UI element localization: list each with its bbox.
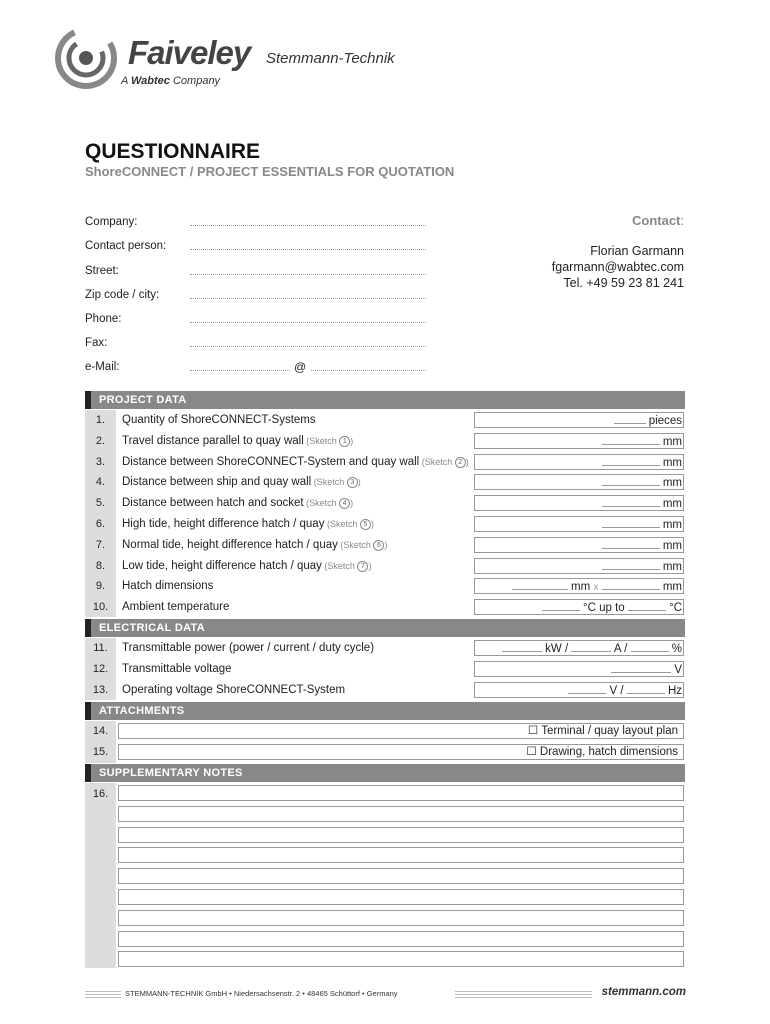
email-user-field[interactable] — [190, 370, 290, 371]
unit-label: mm — [602, 518, 682, 531]
row-label: Transmittable voltage — [122, 663, 232, 675]
attachment-terminal-plan[interactable]: ☐ Terminal / quay layout plan — [118, 723, 684, 739]
footer-address: STEMMANN-TECHNIK GmbH • Niedersachsenstr. 2 • 48465 Schüttorf • Germany — [125, 989, 398, 998]
unit-label: mm — [602, 497, 682, 510]
contact-heading: Contact: — [631, 213, 684, 228]
row-label: Ambient temperature — [122, 601, 230, 613]
footer-rule — [455, 990, 592, 994]
note-line-input[interactable] — [118, 868, 684, 884]
unit-label: mm — [602, 456, 682, 469]
sketch-reference: (Sketch 3 ) — [311, 477, 361, 487]
faiveley-logo-icon — [54, 27, 122, 89]
note-line-input[interactable] — [118, 951, 684, 967]
row-label: Normal tide, height difference hatch / quay (Sketch 6 ) — [122, 539, 388, 551]
row-number: 16. — [92, 788, 109, 800]
company-label: Company: — [85, 216, 138, 228]
contact-name: Florian Garmann — [590, 244, 684, 258]
contact-person-field[interactable] — [190, 249, 426, 250]
section-attachments: ATTACHMENTS — [85, 702, 685, 720]
section-supplementary-notes: SUPPLEMENTARY NOTES — [85, 764, 685, 782]
section-project-data: PROJECT DATA — [85, 391, 685, 409]
note-line-input[interactable] — [118, 847, 684, 863]
phone-field[interactable] — [190, 322, 426, 323]
sketch-reference: (Sketch 6 ) — [337, 540, 388, 550]
zip-city-label: Zip code / city: — [85, 289, 160, 301]
company-field[interactable] — [190, 225, 426, 226]
contact-email: fgarmann@wabtec.com — [551, 260, 684, 274]
unit-label: mm — [602, 435, 682, 448]
row-number: 4. — [95, 476, 106, 488]
row-number: 6. — [95, 518, 106, 530]
unit-label: mm — [602, 476, 682, 489]
checkbox-icon[interactable]: ☐ — [527, 725, 539, 737]
row-number: 2. — [95, 435, 106, 447]
brand-tagline: A Wabtec Company — [121, 75, 221, 87]
note-line-input[interactable] — [118, 889, 684, 905]
zip-city-field[interactable] — [190, 298, 426, 299]
note-line-input[interactable] — [118, 827, 684, 843]
sketch-reference: (Sketch 5 ) — [324, 519, 374, 529]
unit-label: mm — [602, 539, 682, 552]
phone-label: Phone: — [85, 313, 122, 325]
note-line-input[interactable] — [118, 931, 684, 947]
row-number: 10. — [92, 601, 109, 613]
page-subtitle: ShoreCONNECT / PROJECT ESSENTIALS FOR QUOTATION — [85, 164, 455, 179]
power-units: kW / A / % — [502, 642, 682, 655]
operating-voltage-units: V / Hz — [568, 684, 682, 697]
unit-label: pieces — [614, 414, 682, 427]
fax-label: Fax: — [85, 337, 108, 349]
row-number: 12. — [92, 663, 109, 675]
row-number: 11. — [93, 642, 108, 654]
row-number: 8. — [95, 560, 106, 572]
row-number: 1. — [95, 414, 106, 426]
page-title: QUESTIONNAIRE — [85, 140, 261, 163]
unit-label: mm x mm — [512, 580, 682, 593]
note-line-input[interactable] — [118, 910, 684, 926]
contact-phone: Tel. +49 59 23 81 241 — [563, 276, 684, 290]
row-label: Low tide, height difference hatch / quay (Sketch 7 ) — [122, 560, 372, 572]
section-electrical-data: ELECTRICAL DATA — [85, 619, 685, 637]
row-label: Operating voltage ShoreCONNECT-System — [122, 684, 346, 696]
number-column — [85, 783, 116, 968]
note-line-input[interactable] — [118, 806, 684, 822]
footer-website[interactable]: stemmann.com — [601, 986, 686, 998]
sketch-reference: (Sketch 4 ) — [303, 498, 354, 508]
contact-details — [552, 243, 684, 291]
checkbox-icon[interactable]: ☐ — [526, 746, 537, 758]
row-label: Distance between hatch and socket (Sketch 4 ) — [122, 497, 354, 509]
row-label: Transmittable power (power / current / duty cycle) — [122, 642, 375, 654]
sketch-reference: (Sketch 7 ) — [321, 561, 372, 571]
row-number: 7. — [95, 539, 106, 551]
sketch-reference: (Sketch 2 ) — [419, 457, 469, 467]
row-number: 15. — [92, 746, 109, 758]
row-label: Hatch dimensions — [122, 580, 214, 592]
contact-person-label: Contact person: — [85, 240, 167, 252]
street-label: Street: — [85, 265, 119, 277]
email-domain-field[interactable] — [311, 370, 426, 371]
footer-rule — [85, 990, 121, 994]
row-number: 5. — [95, 497, 106, 509]
row-label: Travel distance parallel to quay wall (Sketch 1 ) — [122, 435, 354, 447]
brand-division: Stemmann-Technik — [266, 50, 395, 67]
street-field[interactable] — [190, 274, 426, 275]
voltage-units: V — [611, 663, 682, 676]
brand-name: Faiveley — [128, 34, 251, 71]
email-at-sign: @ — [294, 360, 307, 374]
fax-field[interactable] — [190, 346, 426, 347]
unit-label: mm — [602, 560, 682, 573]
row-number: 3. — [95, 456, 106, 468]
row-number: 14. — [92, 725, 109, 737]
row-number: 9. — [95, 580, 106, 592]
row-number: 13. — [92, 684, 109, 696]
row-label: Distance between ShoreCONNECT-System and quay wall (Sketch 2 ) — [122, 456, 469, 468]
row-label: High tide, height difference hatch / quay (Sketch 5 ) — [122, 518, 374, 530]
attachment-hatch-drawing[interactable]: ☐ Drawing, hatch dimensions — [118, 744, 684, 760]
row-label: Distance between ship and quay wall (Sketch 3 ) — [122, 476, 361, 488]
row-label: Quantity of ShoreCONNECT-Systems — [122, 414, 316, 426]
sketch-reference: (Sketch 1 ) — [303, 436, 354, 446]
email-label: e-Mail: — [85, 361, 120, 373]
unit-label: °C up to °C — [542, 601, 682, 614]
note-line-input[interactable] — [118, 785, 684, 801]
